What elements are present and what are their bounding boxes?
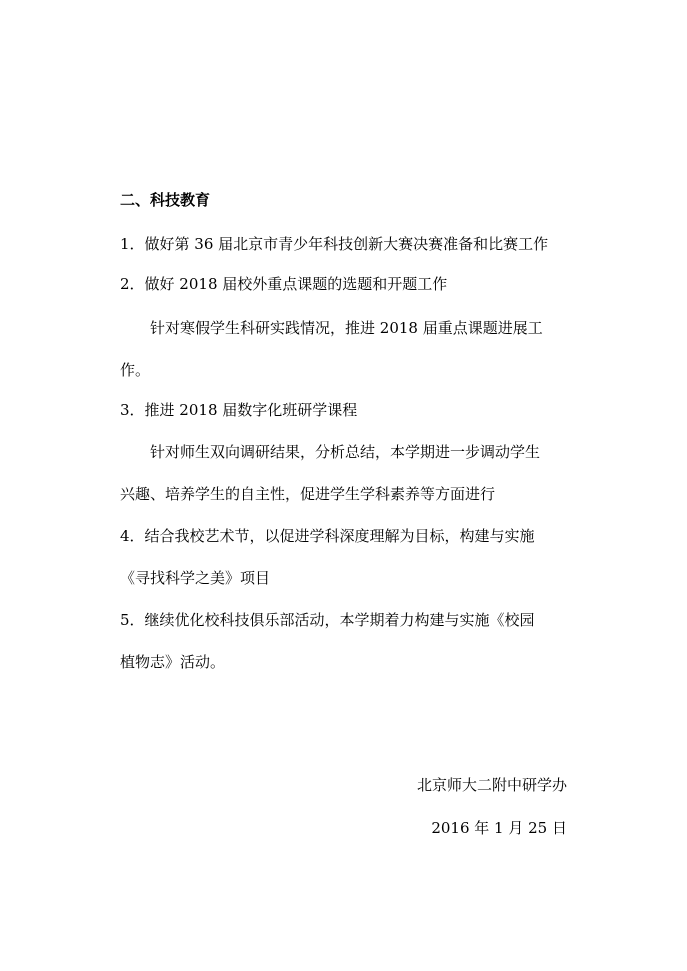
item-5-line-1: 5．继续优化校科技俱乐部活动，本学期着力构建与实施《校园 bbox=[120, 611, 535, 629]
item-2: 2．做好 2018 届校外重点课题的选题和开题工作 bbox=[120, 275, 448, 293]
item-4-line-2: 《寻找科学之美》项目 bbox=[120, 569, 271, 587]
item-1: 1．做好第 36 届北京市青少年科技创新大赛决赛准备和比赛工作 bbox=[120, 235, 549, 253]
item-5-line-2: 植物志》活动。 bbox=[120, 653, 226, 671]
item-2-detail-line-1: 针对寒假学生科研实践情况，推进 2018 届重点课题进展工 bbox=[150, 319, 543, 337]
signature-organization: 北京师大二附中研学办 bbox=[416, 776, 567, 794]
section-heading: 二、科技教育 bbox=[120, 191, 211, 209]
item-4-line-1: 4．结合我校艺术节，以促进学科深度理解为目标，构建与实施 bbox=[120, 527, 535, 545]
signature-date: 2016 年 1 月 25 日 bbox=[431, 819, 567, 837]
item-2-detail-line-2: 作。 bbox=[120, 361, 151, 379]
item-3-detail-line-1: 针对师生双向调研结果，分析总结，本学期进一步调动学生 bbox=[150, 443, 541, 461]
item-3: 3．推进 2018 届数字化班研学课程 bbox=[120, 401, 358, 419]
item-3-detail-line-2: 兴趣、培养学生的自主性，促进学生学科素养等方面进行 bbox=[120, 485, 496, 503]
